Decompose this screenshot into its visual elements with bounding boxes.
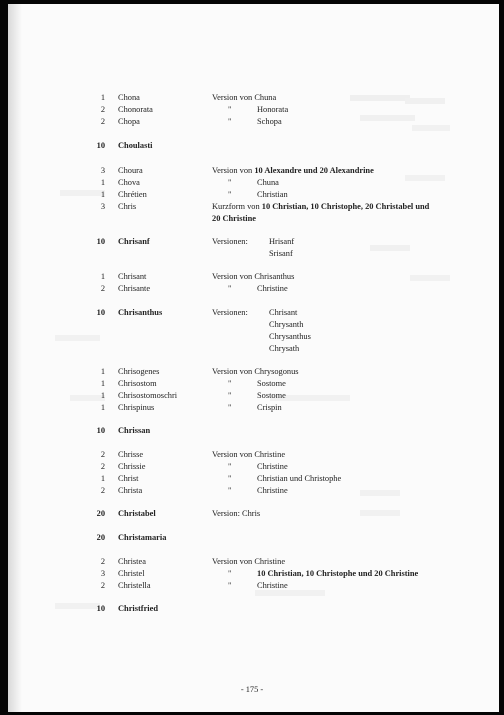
variant-name: Chrysanthus (269, 332, 311, 341)
entry-rank: 2 (100, 117, 105, 126)
entry-rank: 1 (100, 391, 105, 400)
list-item (0, 532, 504, 544)
entry-rank: 2 (100, 462, 105, 471)
list-item-continuation (0, 331, 504, 343)
list-item (0, 603, 504, 615)
entry-name: Christea (118, 557, 146, 566)
list-item (0, 508, 504, 520)
entry-name: Christ (118, 474, 139, 483)
entry-target: Honorata (257, 105, 289, 114)
entry-target: Chuna (257, 178, 279, 187)
ditto-mark: " (228, 569, 232, 578)
list-item (0, 140, 504, 152)
ditto-mark: " (228, 486, 232, 495)
entry-name: Christella (118, 581, 151, 590)
entry-name: Chrispinus (118, 403, 155, 412)
entry-name: Chrisostom (118, 379, 157, 388)
list-item (0, 165, 504, 177)
entry-description: Version von Chrisanthus (212, 272, 295, 281)
ditto-mark: " (228, 379, 232, 388)
list-item (0, 378, 504, 390)
list-item-continuation (0, 343, 504, 355)
ditto-mark: " (228, 190, 232, 199)
entry-description: Version von 10 Alexandre und 20 Alexandrine (212, 166, 374, 175)
list-item (0, 271, 504, 283)
entry-rank: 2 (100, 105, 105, 114)
ditto-mark: " (228, 474, 232, 483)
variant-name: Chrysath (269, 344, 300, 353)
entry-name: Chova (118, 178, 140, 187)
list-item (0, 461, 504, 473)
entry-rank: 20 (96, 509, 105, 518)
entry-description-line2: 20 Christine (212, 214, 256, 223)
entry-description: Kurzform von 10 Christian, 10 Christophe, 20 Christabel und (212, 202, 430, 211)
entry-rank: 3 (100, 166, 105, 175)
list-item (0, 580, 504, 592)
entry-rank: 2 (100, 486, 105, 495)
entry-target: Christine (257, 486, 288, 495)
list-item (0, 177, 504, 189)
variant-name: Chrisant (269, 308, 298, 317)
list-item-continuation (0, 319, 504, 331)
entry-rank: 10 (96, 604, 105, 613)
entry-target: Christine (257, 581, 288, 590)
entry-name: Christfried (118, 604, 159, 613)
variant-name: Hrisanf (269, 237, 295, 246)
ditto-mark: " (228, 284, 232, 293)
list-item-continuation (0, 248, 504, 260)
entry-description: Version: Chris (212, 509, 261, 518)
entry-name: Christabel (118, 509, 156, 518)
list-item (0, 116, 504, 128)
entry-target: Sostome (257, 391, 286, 400)
entry-target: 10 Christian, 10 Christophe und 20 Christine (257, 569, 419, 578)
list-item (0, 425, 504, 437)
list-item (0, 449, 504, 461)
entry-rank: 1 (100, 93, 105, 102)
ditto-mark: " (228, 105, 232, 114)
variant-name: Chrysanth (269, 320, 304, 329)
entry-description: Version von Christine (212, 557, 286, 566)
list-item (0, 390, 504, 402)
entry-rank: 10 (96, 141, 105, 150)
entry-name: Chrisanthus (118, 308, 163, 317)
entry-description: Version von Chuna (212, 93, 277, 102)
list-item (0, 473, 504, 485)
list-item (0, 283, 504, 295)
entry-name: Chrisanf (118, 237, 150, 246)
list-item (0, 568, 504, 580)
entry-rank: 1 (100, 367, 105, 376)
entry-target: Christine (257, 284, 288, 293)
list-item (0, 402, 504, 414)
entry-rank: 2 (100, 557, 105, 566)
versions-label: Versionen: (212, 308, 248, 317)
entry-name: Choulasti (118, 141, 153, 150)
entry-target: Christian und Christophe (257, 474, 342, 483)
ditto-mark: " (228, 391, 232, 400)
entry-target: Christine (257, 462, 288, 471)
entry-rank: 1 (100, 474, 105, 483)
entry-target: Schopa (257, 117, 282, 126)
entry-name: Christamaria (118, 533, 167, 542)
list-item (0, 556, 504, 568)
entry-rank: 3 (100, 202, 105, 211)
list-item (0, 236, 504, 248)
entry-rank: 3 (100, 569, 105, 578)
ditto-mark: " (228, 581, 232, 590)
entry-target: Sostome (257, 379, 286, 388)
entry-name: Chrétien (118, 190, 147, 199)
entry-name: Choura (118, 166, 143, 175)
ditto-mark: " (228, 462, 232, 471)
list-item (0, 366, 504, 378)
entry-name: Chrisant (118, 272, 147, 281)
entry-name: Christa (118, 486, 143, 495)
entry-rank: 1 (100, 272, 105, 281)
versions-label: Versionen: (212, 237, 248, 246)
list-item-continuation (0, 213, 504, 225)
entry-name: Chris (118, 202, 137, 211)
entry-rank: 2 (100, 450, 105, 459)
entry-rank: 10 (96, 308, 105, 317)
entry-rank: 1 (100, 178, 105, 187)
entry-description: Version von Christine (212, 450, 286, 459)
list-item (0, 92, 504, 104)
entry-name: Chopa (118, 117, 140, 126)
entry-target: Crispin (257, 403, 282, 412)
ditto-mark: " (228, 403, 232, 412)
list-item (0, 104, 504, 116)
entry-rank: 1 (100, 379, 105, 388)
entry-name: Chrissan (118, 426, 151, 435)
entry-target: Christian (257, 190, 288, 199)
ditto-mark: " (228, 117, 232, 126)
list-item (0, 485, 504, 497)
page-number: - 175 - (240, 685, 264, 694)
entry-name: Christel (118, 569, 145, 578)
entry-name: Chrisostomoschri (118, 391, 178, 400)
list-item (0, 201, 504, 213)
variant-name: Srisanf (269, 249, 293, 258)
ditto-mark: " (228, 178, 232, 187)
entry-name: Chonorata (118, 105, 153, 114)
entry-rank: 20 (96, 533, 105, 542)
entry-name: Chrisogenes (118, 367, 160, 376)
entry-name: Chrisse (118, 450, 144, 459)
entry-rank: 1 (100, 403, 105, 412)
entry-name: Chrisante (118, 284, 151, 293)
entry-rank: 2 (100, 284, 105, 293)
entry-rank: 1 (100, 190, 105, 199)
list-item (0, 307, 504, 319)
entry-rank: 2 (100, 581, 105, 590)
list-item (0, 189, 504, 201)
entry-rank: 10 (96, 237, 105, 246)
entry-name: Chona (118, 93, 140, 102)
entry-description: Version von Chrysogonus (212, 367, 299, 376)
entry-rank: 10 (96, 426, 105, 435)
entry-name: Chrissie (118, 462, 146, 471)
